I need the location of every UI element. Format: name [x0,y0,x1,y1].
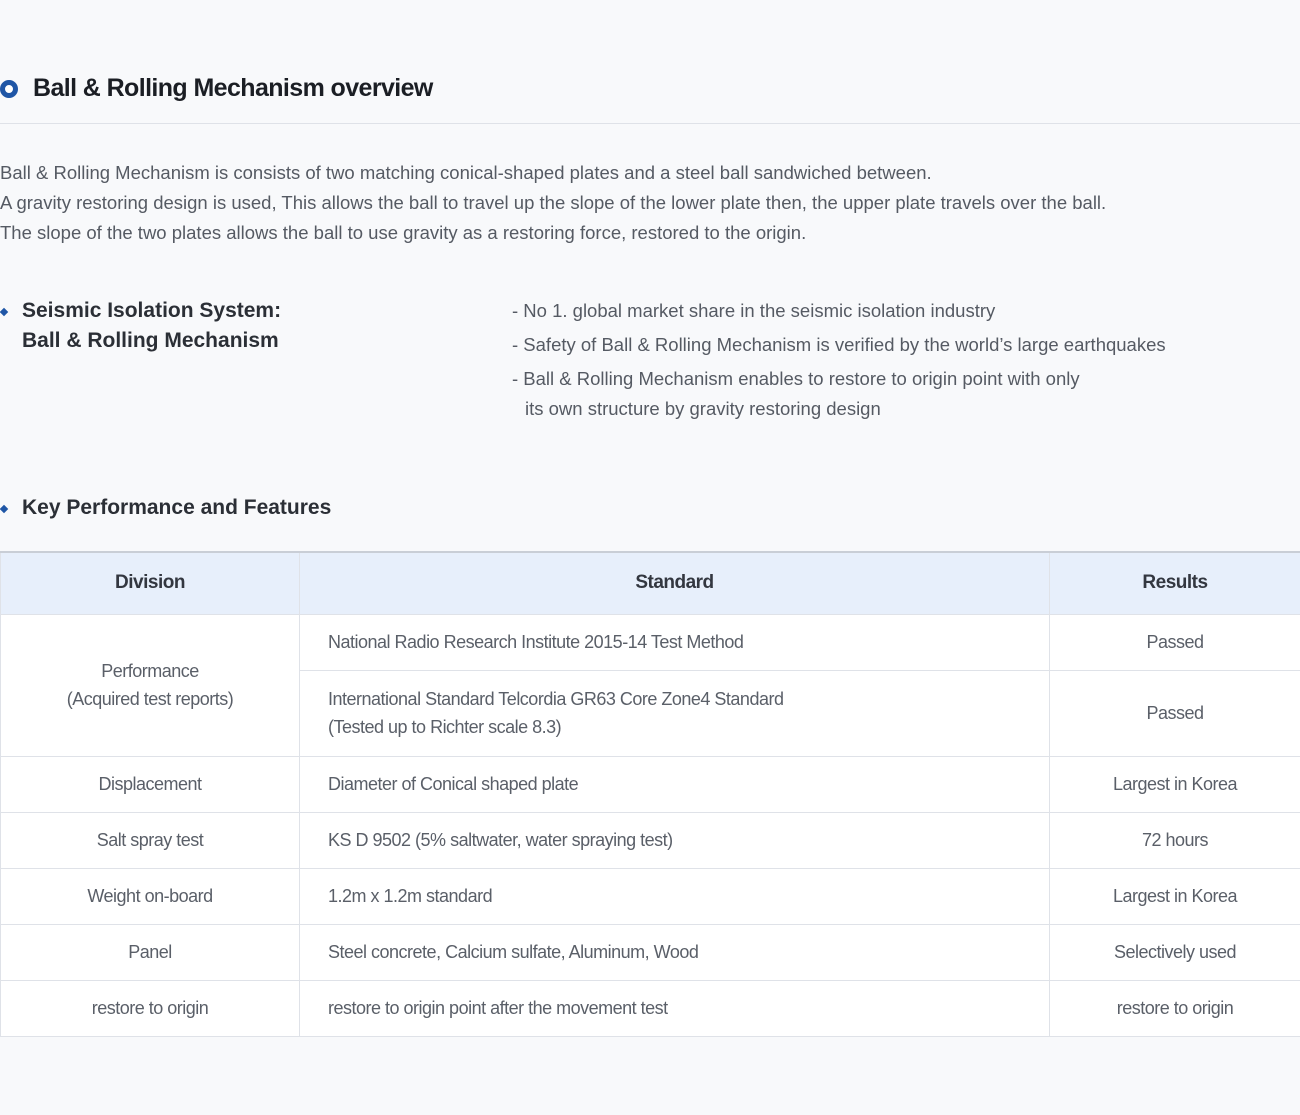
table-header-row [1,552,1300,614]
result-cell: Largest in Korea [1050,868,1300,924]
list-item: - Safety of Ball & Rolling Mechanism is verified by the world’s large earthquakes [512,334,1166,355]
section-header [0,72,1300,124]
diamond-bullet-icon [0,308,8,316]
division-cell: Performance (Acquired test reports) [1,614,300,756]
result-cell: Passed [1050,614,1300,670]
table-row [1,614,1300,670]
column-header-standard: Standard [300,552,1050,614]
division-cell: Weight on-board [1,868,300,924]
column-header-results: Results [1050,552,1300,614]
intro-line: Ball & Rolling Mechanism is consists of two matching conical-shaped plates and a steel ball sandwiched between. [0,162,932,183]
table-row [1,756,1300,812]
intro-line: A gravity restoring design is used, This allows the ball to travel up the slope of the lower plate then, the upper plate travels over the ball. [0,192,1107,213]
result-cell: restore to origin [1050,980,1300,1036]
result-cell: Selectively used [1050,924,1300,980]
seismic-feature-list [512,296,1166,428]
seismic-title [22,296,281,356]
list-item: - Ball & Rolling Mechanism enables to restore to origin point with only its own structure by gravity restoring design [512,368,1080,419]
result-cell: Passed [1050,670,1300,756]
table-row [1,924,1300,980]
division-cell: Panel [1,924,300,980]
standard-cell: restore to origin point after the movement test [300,980,1050,1036]
seismic-title-line: Ball & Rolling Mechanism [22,329,279,352]
table-row [1,868,1300,924]
standard-cell: International Standard Telcordia GR63 Core Zone4 Standard (Tested up to Richter scale 8.3) [300,670,1050,756]
intro-line: The slope of the two plates allows the ball to use gravity as a restoring force, restored to the origin. [0,222,807,243]
table-row [1,812,1300,868]
division-cell: restore to origin [1,980,300,1036]
intro-text [0,158,1300,248]
column-header-division: Division [1,552,300,614]
standard-cell: KS D 9502 (5% saltwater, water spraying test) [300,812,1050,868]
page-title: Ball & Rolling Mechanism overview [33,74,433,102]
standard-cell: National Radio Research Institute 2015-14 Test Method [300,614,1050,670]
standard-cell: 1.2m x 1.2m standard [300,868,1050,924]
standard-cell: Steel concrete, Calcium sulfate, Aluminum, Wood [300,924,1050,980]
seismic-title-line: Seismic Isolation System: [22,299,282,322]
list-item: - No 1. global market share in the seismic isolation industry [512,300,996,321]
result-cell: 72 hours [1050,812,1300,868]
table-row [1,980,1300,1036]
ring-bullet-icon [0,80,18,98]
division-cell: Salt spray test [1,812,300,868]
diamond-bullet-icon [0,505,8,513]
result-cell: Largest in Korea [1050,756,1300,812]
division-cell: Displacement [1,756,300,812]
performance-table [0,551,1300,1037]
standard-cell: Diameter of Conical shaped plate [300,756,1050,812]
key-performance-title: Key Performance and Features [22,496,332,519]
